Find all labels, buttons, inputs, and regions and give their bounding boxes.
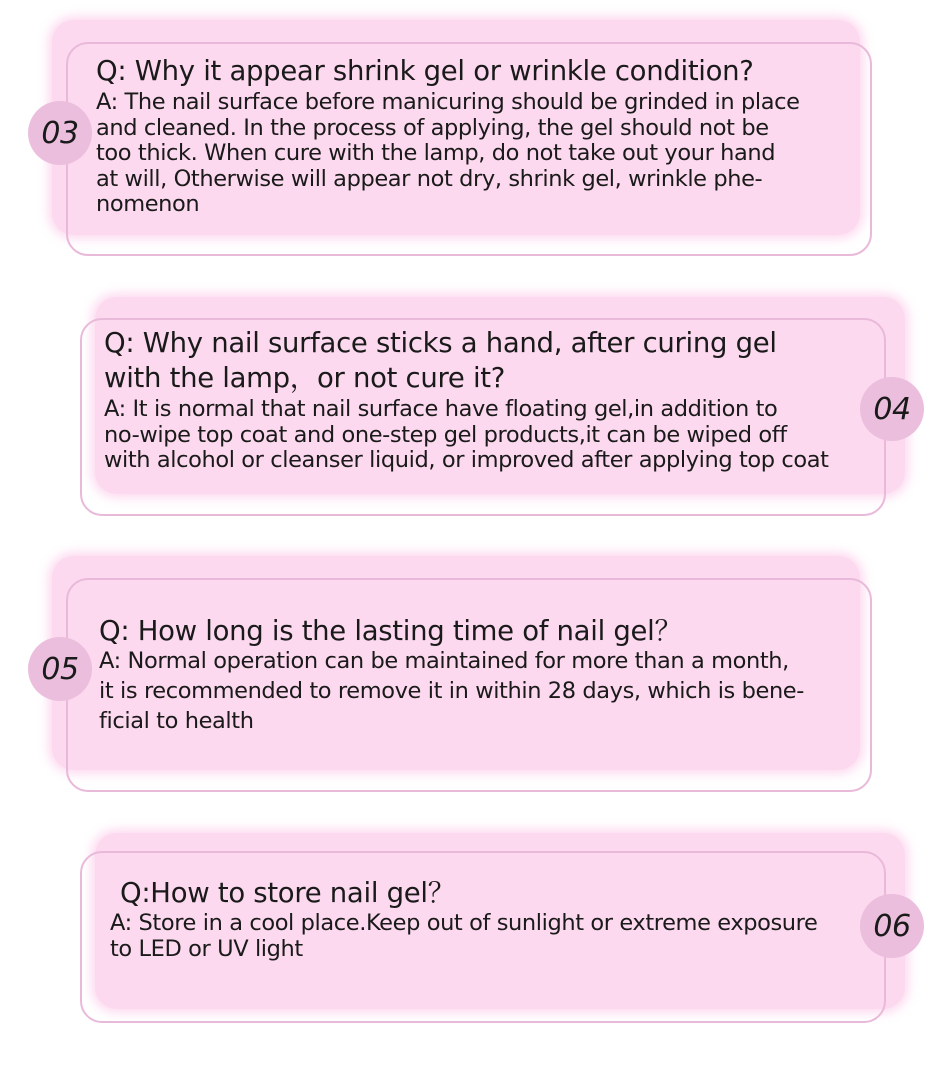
- question-line: Q: How long is the lasting time of nail gel？: [99, 615, 682, 647]
- answer-line: A: Normal operation can be maintained for more than a month,: [99, 648, 789, 674]
- number-badge: 04: [860, 377, 924, 441]
- answer-line: A: It is normal that nail surface have floating gel,in addition to: [104, 396, 778, 422]
- answer-line: A: The nail surface before manicuring should be grinded in place: [96, 89, 800, 115]
- answer-line: nomenon: [96, 191, 200, 217]
- card-content: [104, 326, 829, 474]
- number-badge: 03: [28, 101, 92, 165]
- number-badge: 05: [28, 637, 92, 701]
- answer-line: it is recommended to remove it in within 28 days, which is bene-: [99, 678, 804, 704]
- answer-line: A: Store in a cool place.Keep out of sunlight or extreme exposure: [110, 910, 818, 936]
- answer-line: too thick. When cure with the lamp, do not take out your hand: [96, 140, 776, 166]
- card-content: [110, 876, 817, 962]
- card-content: [99, 614, 804, 736]
- answer-line: ficial to health: [99, 708, 254, 734]
- answer-line: and cleaned. In the process of applying, the gel should not be: [96, 114, 769, 141]
- answer-line: no-wipe top coat and one-step gel products,it can be wiped off: [104, 421, 787, 448]
- question-line: with the lamp，or not cure it?: [104, 362, 506, 394]
- question-line: Q: Why it appear shrink gel or wrinkle condition?: [96, 55, 754, 87]
- card-content: [96, 54, 800, 218]
- number-badge: 06: [860, 894, 924, 958]
- answer-line: at will, Otherwise will appear not dry, shrink gel, wrinkle phe-: [96, 165, 763, 192]
- answer-line: to LED or UV light: [110, 935, 303, 962]
- question-line: Q: Why nail surface sticks a hand, after curing gel: [104, 327, 777, 359]
- answer-line: with alcohol or cleanser liquid, or improved after applying top coat: [104, 447, 829, 473]
- question-line: Q:How to store nail gel？: [120, 877, 455, 909]
